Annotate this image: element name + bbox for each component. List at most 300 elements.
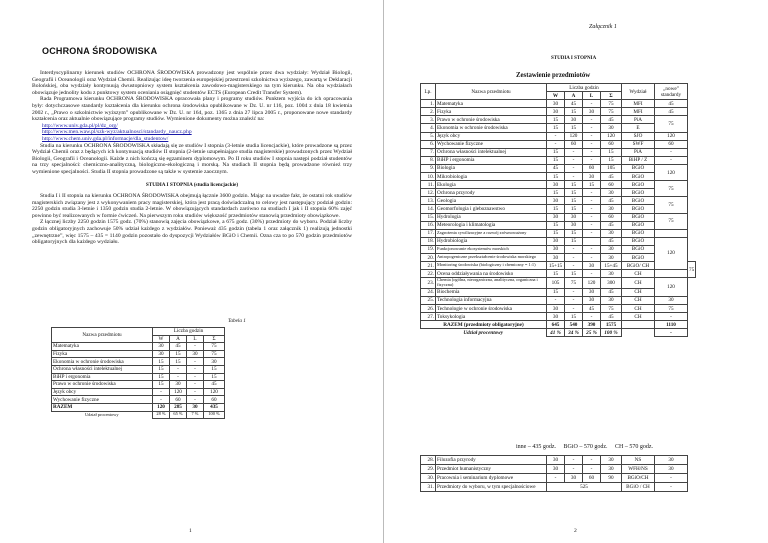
hours-cell: - <box>583 229 601 237</box>
table-row <box>421 116 696 124</box>
hours-cell: 120 <box>170 388 187 396</box>
table-row <box>421 205 696 213</box>
hours-cell: 60 <box>601 213 622 221</box>
standards-cell: - <box>655 156 688 164</box>
page-number: 1 <box>189 528 192 534</box>
studies-label: STUDIA I STOPNIA <box>551 56 597 61</box>
hours-cell: 30 <box>601 124 622 132</box>
hours-cell: 75 <box>204 350 225 358</box>
subject-name: Zagrożenia cywilizacyjne a rozwój zrównoważony <box>436 229 547 237</box>
col-header-sum: Σ <box>601 92 622 100</box>
subject-name: Hydrologia <box>436 213 547 221</box>
hours-cell: - <box>565 164 583 172</box>
attachment-label: Załącznik 1 <box>589 24 617 30</box>
hours-cell: 45 <box>601 221 622 229</box>
hours-cell: 30 <box>547 100 565 108</box>
table-row <box>421 245 696 253</box>
standards-paragraph: Rada Programowa kierunku OCHRONA ŚRODOWISKA opracowała plany i programy studiów. Punktem wyjścia do ich opracowania były: dotychczasowe standardy kształcenia dla kierunku ochrona środowiska opublikowane w Dz. U. nr 116, poz. 1004 z dnia 18 kwietnia 2002 r., „Prawo o szkolnictwie wyższym” opublikowane w Dz. U. nr 164, poz. 1365 z dnia 27 lipca 2005 r., proponowane nowe standardy kształcenia oraz aktualnie obowiązujące programy studiów. Wymienione dokumenty można znaleźć na: <box>32 96 352 123</box>
table-row <box>421 278 696 289</box>
faculty-cell: CH <box>622 313 655 321</box>
hours-cell: 30 <box>601 189 622 197</box>
table-row <box>421 140 696 148</box>
hours-cell: 15 <box>170 350 187 358</box>
hours-cell: 30 <box>601 205 622 213</box>
hours-cell: 15 <box>204 365 225 373</box>
hours-cell: - <box>187 365 204 373</box>
hours-cell: - <box>583 116 601 124</box>
standards-cell: 120 <box>655 278 688 297</box>
table-row <box>421 313 696 321</box>
hours-cell: 30 <box>583 262 601 270</box>
row-number: 4. <box>421 124 436 132</box>
row-number: 10. <box>421 173 436 181</box>
subject-name: Przedmiot humanistyczny <box>436 465 547 474</box>
pct-w: 41 % <box>547 329 565 337</box>
subject-name: Antropogeniczne przekształcenie środowiska morskiego <box>436 253 547 261</box>
hours-cell: 30 <box>547 181 565 189</box>
hours-cell <box>583 237 601 245</box>
hours-cell: - <box>565 296 583 304</box>
col-header-lp: Lp. <box>421 84 436 100</box>
pct-a: 34 % <box>565 329 583 337</box>
hours-cell: - <box>565 156 583 164</box>
standards-cell: 75 <box>688 262 696 278</box>
table-row <box>52 373 225 381</box>
row-number: 13. <box>421 197 436 205</box>
hours-cell: 60 <box>204 396 225 404</box>
hours-cell: 15 <box>547 173 565 181</box>
faculty-cell: BGiO <box>622 221 655 229</box>
col-header-l: L <box>187 335 204 343</box>
pct-sum: 100 % <box>204 411 225 419</box>
hours-cell: 15 <box>565 229 583 237</box>
hours-cell: 30 <box>565 116 583 124</box>
hours-cell: 15+15 <box>547 262 565 270</box>
hours-cell: 45 <box>583 305 601 313</box>
row-number: 17. <box>421 229 436 237</box>
table-row <box>421 189 696 197</box>
standards-cell: 120 <box>655 164 688 180</box>
table-row <box>421 132 696 140</box>
total-a: 540 <box>565 321 583 329</box>
subject-name: Wychowanie fizyczne <box>52 396 153 404</box>
hours-cell: 60 <box>170 396 187 404</box>
col-header-hours: Liczba godzin <box>547 84 622 92</box>
hours-cell: 30 <box>601 245 622 253</box>
hours-cell: 105 <box>547 278 565 289</box>
col-header-name: Nazwa przedmiotu <box>52 328 153 343</box>
col-header-hours: Liczba godzin <box>153 328 225 336</box>
hours-cell: 75 <box>601 108 622 116</box>
standards-cell: 120 <box>655 132 688 140</box>
hours-cell: 30 <box>565 213 583 221</box>
faculty-cell: BGiO / CH <box>622 483 655 492</box>
hours-cell: - <box>547 132 565 140</box>
hours-cell: 15 <box>565 237 583 245</box>
hours-cell: 30 <box>601 456 622 465</box>
hours-cell: - <box>583 245 601 253</box>
hours-cell: - <box>170 365 187 373</box>
subject-name: Ekonomia w ochronie środowiska <box>436 124 547 132</box>
faculty-cell: PiA <box>622 116 655 124</box>
hours-cell: - <box>187 396 204 404</box>
row-number: 24. <box>421 288 436 296</box>
table-row <box>52 365 225 373</box>
row-number: 14. <box>421 205 436 213</box>
row-number: 27. <box>421 313 436 321</box>
standards-cell: 30 <box>655 465 688 474</box>
faculty-cell: SWF <box>622 140 655 148</box>
hours-cell: - <box>583 205 601 213</box>
row-number: 29. <box>421 465 436 474</box>
hours-cell: - <box>565 262 583 270</box>
hours-cell: - <box>547 140 565 148</box>
total-l: 30 <box>187 403 204 411</box>
faculty-cell: MFI <box>622 100 655 108</box>
subject-name: Ocena oddziaływania na środowisko <box>436 270 547 278</box>
table-row <box>421 229 696 237</box>
subject-name: Wychowanie fizyczne <box>436 140 547 148</box>
subject-name: Matematyka <box>52 343 153 351</box>
standards-cell: 45 <box>655 108 688 116</box>
hours-cell: 15 <box>565 270 583 278</box>
link-chem[interactable]: http://www.chem.univ.gda.pl/informacje/dla_studentow/ <box>42 135 169 142</box>
hours-cell: 45 <box>601 313 622 321</box>
standards-cell: 30 <box>655 456 688 465</box>
subject-name: Meteorologia i klimatologia <box>436 221 547 229</box>
subject-name: BiHP i ergonomia <box>436 156 547 164</box>
subject-name: Ekonomia w ochronie środowiska <box>52 358 153 366</box>
hours-cell: - <box>583 100 601 108</box>
hours-cell: - <box>187 381 204 389</box>
hours-cell: 15 <box>583 181 601 189</box>
hours-cell: 45 <box>601 173 622 181</box>
hours-cell: 45 <box>601 116 622 124</box>
row-number: 18. <box>421 237 436 245</box>
subject-name: Matematyka <box>436 100 547 108</box>
hours-cell: 30 <box>565 221 583 229</box>
hours-cell: 30 <box>601 296 622 304</box>
table-row <box>52 381 225 389</box>
row-number: 30. <box>421 474 436 483</box>
col-header-standards: „nowe” standardy <box>655 84 688 100</box>
hours-cell: - <box>565 148 583 156</box>
table-row <box>421 465 688 474</box>
pct-l: 7 % <box>187 411 204 419</box>
faculty-cell: BGiO <box>622 253 655 261</box>
hours-cell: 15 <box>565 189 583 197</box>
standards-cell: 30 <box>655 296 688 304</box>
faculty-cell: BGiO <box>622 181 655 189</box>
pct-sum: 100 % <box>601 329 622 337</box>
hours-cell: 45 <box>204 381 225 389</box>
hours-cell: 45 <box>565 100 583 108</box>
hours-cell: 15 <box>565 313 583 321</box>
hours-cell: 15 <box>547 288 565 296</box>
table-row <box>421 213 696 221</box>
table-row <box>421 237 696 245</box>
hours-cell: 15 <box>153 373 170 381</box>
intro-text <box>32 70 352 246</box>
subject-name: Geologia <box>436 197 547 205</box>
faculty-cell: CH <box>622 270 655 278</box>
subject-name: Język obcy <box>436 132 547 140</box>
subject-name: Geomorfologia i gleboznawstwo <box>436 205 547 213</box>
table-row <box>421 164 696 172</box>
total-sum: 1575 <box>601 321 622 329</box>
faculty-cell: CH <box>622 296 655 304</box>
table-row <box>421 305 696 313</box>
hours-cell: 30 <box>547 108 565 116</box>
hours-cell: 15 <box>565 205 583 213</box>
faculty-cell: WFH/NS <box>622 465 655 474</box>
total-label: RAZEM (przedmioty obligatoryjne) <box>421 321 547 329</box>
total-faculty <box>622 321 655 329</box>
electives-table <box>420 455 688 492</box>
faculty-cell: BGiO <box>622 245 655 253</box>
subject-name: Funkcjonowanie ekosystemów morskich <box>436 245 547 253</box>
faculty-cell: BGiO <box>622 237 655 245</box>
hours-table <box>51 327 225 419</box>
table-row <box>52 388 225 396</box>
standards-cell: 60 <box>655 140 688 148</box>
table-row <box>52 350 225 358</box>
table-row <box>421 156 696 164</box>
hours-cell: - <box>565 245 583 253</box>
hours-cell: - <box>583 132 601 140</box>
row-number: 15. <box>421 213 436 221</box>
row-number: 31. <box>421 483 436 492</box>
hours-cell: 30 <box>601 229 622 237</box>
subject-name: Technologia informacyjna <box>436 296 547 304</box>
hours-cell: 30 <box>565 474 583 483</box>
faculty-cell: BGiO/ CH <box>622 262 655 270</box>
table-row <box>421 100 696 108</box>
hours-cell: 75 <box>601 305 622 313</box>
hours-cell: 75 <box>204 343 225 351</box>
row-number: 19. <box>421 245 436 253</box>
subject-name: Prawo w ochronie środowiska <box>436 116 547 124</box>
page-title: OCHRONA ŚRODOWISKA <box>42 46 158 56</box>
hours-cell: 15 <box>170 358 187 366</box>
standards-cell: - <box>655 474 688 483</box>
faculty-cell: BiHP / Z <box>622 156 655 164</box>
hours-cell: 45 <box>601 197 622 205</box>
hours-cell: - <box>187 373 204 381</box>
row-number: 26. <box>421 305 436 313</box>
hours-cell: 75 <box>565 278 583 289</box>
hours-cell: 30 <box>583 296 601 304</box>
hours-cell: - <box>565 253 583 261</box>
hours-cell: - <box>153 396 170 404</box>
hours-cell: - <box>583 221 601 229</box>
subject-name: Ekologia <box>436 181 547 189</box>
total-label: RAZEM <box>52 403 153 411</box>
hours-cell: - <box>153 388 170 396</box>
faculty-cell: CH <box>622 278 655 289</box>
hours-cell: - <box>565 173 583 181</box>
hours-cell: 30 <box>547 253 565 261</box>
table-row <box>421 108 696 116</box>
hours-cell: 525 <box>547 483 622 492</box>
link-univ[interactable]: http://www.univ.gda.pl/pl/dz_org/ <box>42 122 118 129</box>
hours-cell: 15 <box>547 205 565 213</box>
table-row <box>421 197 696 205</box>
standards-cell: 75 <box>655 181 688 197</box>
hours-cell: - <box>170 373 187 381</box>
hours-cell: - <box>583 156 601 164</box>
hours-cell: 30 <box>547 313 565 321</box>
row-number: 6. <box>421 140 436 148</box>
split-paragraph: Z łącznej liczby 2250 godzin 1575 godz. (70%) stanowią zajęcia obowiązkowe, a 675 godz. (30%) przedmioty do wyboru. Podział liczby godzin obligatoryjnych zachowuje 50% udział każdego z wydziałów. Ponieważ 435 godzin (tabela 1 oraz załącznik 1) realizują jednostki „zewnętrzne”, więc 1575 – 435 = 1140 godzin pozostało do dyspozycji Wydziałów BGiO i Chemii. Ozna cza to po 570 godzin przedmiotów obligatoryjnych dla każdego wydziału. <box>32 219 352 246</box>
hours-cell: 15 <box>153 381 170 389</box>
hours-cell: 45 <box>170 343 187 351</box>
hours-cell: 30 <box>170 381 187 389</box>
hours-cell: 90 <box>601 474 622 483</box>
hours-cell: 15 <box>601 148 622 156</box>
standards-cell: - <box>655 313 688 321</box>
hours-paragraph: Studia I i II stopnia na kierunku OCHRONA ŚRODOWISKA obejmują łącznie 3600 godzin. Mając na uwadze fakt, że ostatni rok studiów magisterskich związany jest z wykonywaniem pracy magisterskiej, która jest pracą doświadczalną to celowy jest następujący podział godzin: 2250 godzin studia 3-letnie i 1350 godzin studia 2-letnie. W obowiązujących standardach zarówno na studiach I jak i II stopnia 60% zajęć powinno być realizowanych w formie ćwiczeń. Na pierwszym roku studiów większość przedmiotów stanowią przedmioty obowiązkowe. <box>32 193 352 219</box>
hours-cell: - <box>583 456 601 465</box>
col-header-w: W <box>153 335 170 343</box>
faculty-cell: SJO <box>622 132 655 140</box>
hours-cell: - <box>565 288 583 296</box>
subject-name: Fizyka <box>436 108 547 116</box>
hours-cell: 15 <box>547 189 565 197</box>
faculty-cell: BGiO <box>622 229 655 237</box>
pct-label: Udział procentowy <box>84 411 119 417</box>
row-number: 28. <box>421 456 436 465</box>
hours-cell: - <box>565 456 583 465</box>
hours-cell: 60 <box>583 474 601 483</box>
faculty-cell: E <box>622 124 655 132</box>
subject-name: Pracownia i seminarium dyplomowe <box>436 474 547 483</box>
faculty-cell: BGiO <box>622 173 655 181</box>
total-w: 120 <box>153 403 170 411</box>
faculty-split: inne – 435 godz. BGiO – 570 godz. CH – 570 godz. <box>516 444 653 450</box>
row-number: 23. <box>421 278 436 289</box>
link-men[interactable]: http://www.men.waw.pl/szk-wyz/aktualnosci/standardy_naucz.php <box>42 129 192 136</box>
pct-l: 25 % <box>583 329 601 337</box>
subject-name: Biologia <box>436 164 547 172</box>
hours-cell: 15 <box>565 124 583 132</box>
col-header-w: W <box>547 92 565 100</box>
standards-cell: 75 <box>655 305 688 313</box>
subjects-table <box>420 83 696 337</box>
hours-cell: 60 <box>601 181 622 189</box>
hours-cell: 15 <box>547 221 565 229</box>
hours-cell: 30 <box>153 350 170 358</box>
subject-name: Toksykologia <box>436 313 547 321</box>
table-row <box>421 483 688 492</box>
hours-cell: 30 <box>547 305 565 313</box>
hours-cell: 45 <box>601 288 622 296</box>
faculty-cell: CH <box>622 305 655 313</box>
hours-cell: - <box>583 197 601 205</box>
faculty-cell: NS <box>622 456 655 465</box>
row-number: 16. <box>421 221 436 229</box>
hours-cell: - <box>583 270 601 278</box>
pct-faculty <box>622 329 655 337</box>
row-number: 21. <box>421 262 436 270</box>
standards-cell: 75 <box>655 213 688 229</box>
hours-cell: 15 <box>565 108 583 116</box>
table-row <box>421 253 696 261</box>
pct-standards: - <box>655 329 688 337</box>
hours-cell: 60 <box>601 140 622 148</box>
section-subheading: STUDIA I STOPNIA (studia licencjackie) <box>145 181 239 188</box>
standards-cell: 75 <box>655 197 688 213</box>
hours-cell: 30 <box>583 173 601 181</box>
hours-cell: 120 <box>204 388 225 396</box>
faculty-cell: BGiO <box>622 164 655 172</box>
faculty-cell: BGiO <box>622 205 655 213</box>
hours-cell: 15 <box>547 156 565 164</box>
hours-cell: 15 <box>565 197 583 205</box>
faculty-cell: BGiO/CH <box>622 474 655 483</box>
row-number: 22. <box>421 270 436 278</box>
table-row <box>421 262 696 270</box>
row-number: 12. <box>421 189 436 197</box>
col-header-a: A <box>565 92 583 100</box>
hours-cell: 30 <box>583 288 601 296</box>
hours-cell: 30 <box>601 270 622 278</box>
hours-cell: - <box>583 148 601 156</box>
row-number: 1. <box>421 100 436 108</box>
hours-cell: - <box>565 305 583 313</box>
table-row <box>421 221 696 229</box>
standards-cell: - <box>655 148 688 156</box>
col-header-sum: Σ <box>204 335 225 343</box>
hours-cell: 120 <box>565 132 583 140</box>
total-standards: 1110 <box>655 321 688 329</box>
hours-cell: 15 <box>547 116 565 124</box>
hours-cell: 15 <box>547 270 565 278</box>
row-number: 25. <box>421 296 436 304</box>
table-row <box>421 124 696 132</box>
table-row <box>421 181 696 189</box>
hours-cell: 30 <box>601 465 622 474</box>
hours-cell: 15 <box>153 358 170 366</box>
subjects-heading: Zestawienie przedmiotów <box>516 72 591 79</box>
hours-cell: 30 <box>547 465 565 474</box>
hours-cell: - <box>583 189 601 197</box>
hours-cell: 30 <box>204 358 225 366</box>
hours-cell: - <box>187 343 204 351</box>
subject-name: Fizyka <box>52 350 153 358</box>
hours-cell: - <box>547 296 565 304</box>
subject-name: Ochrona własności intelektualnej <box>52 365 153 373</box>
hours-cell: - <box>547 474 565 483</box>
table-row <box>421 173 696 181</box>
row-number: 7. <box>421 148 436 156</box>
table-row <box>52 358 225 366</box>
standards-cell: 75 <box>655 116 688 132</box>
hours-cell: - <box>583 124 601 132</box>
table-row <box>421 456 688 465</box>
subject-name: Filozofia przyrody <box>436 456 547 465</box>
hours-cell: 30 <box>583 108 601 116</box>
table-caption: Tabela 1 <box>228 318 246 324</box>
row-number: 2. <box>421 108 436 116</box>
row-number: 8. <box>421 156 436 164</box>
col-header-faculty: Wydział <box>622 84 655 100</box>
hours-cell: - <box>583 213 601 221</box>
intro-paragraph: Interdyscyplinarny kierunek studiów OCHRONA ŚRODOWISKA prowadzony jest wspólnie przez dwa wydziały: Wydział Biologii, Geografii i Oceanologii oraz Wydział Chemii. Realizując ideę tworzenia europejskiej przestrzeni szkolnictwa wyższego, zawartą w Deklaracji Bolońskiej, oba wydziały kontynuują dwustopniowy system kształcenia zawodowo-magisterskiego na tym kierunku. Na oba wydziałach obowiązuje jednolity kodu z punktowy system oceniania osiągnięć studentów ECTS (European Credit Transfer System). <box>32 70 352 96</box>
hours-cell: 45 <box>547 164 565 172</box>
total-a: 285 <box>170 403 187 411</box>
faculty-cell: BGiO <box>622 213 655 221</box>
